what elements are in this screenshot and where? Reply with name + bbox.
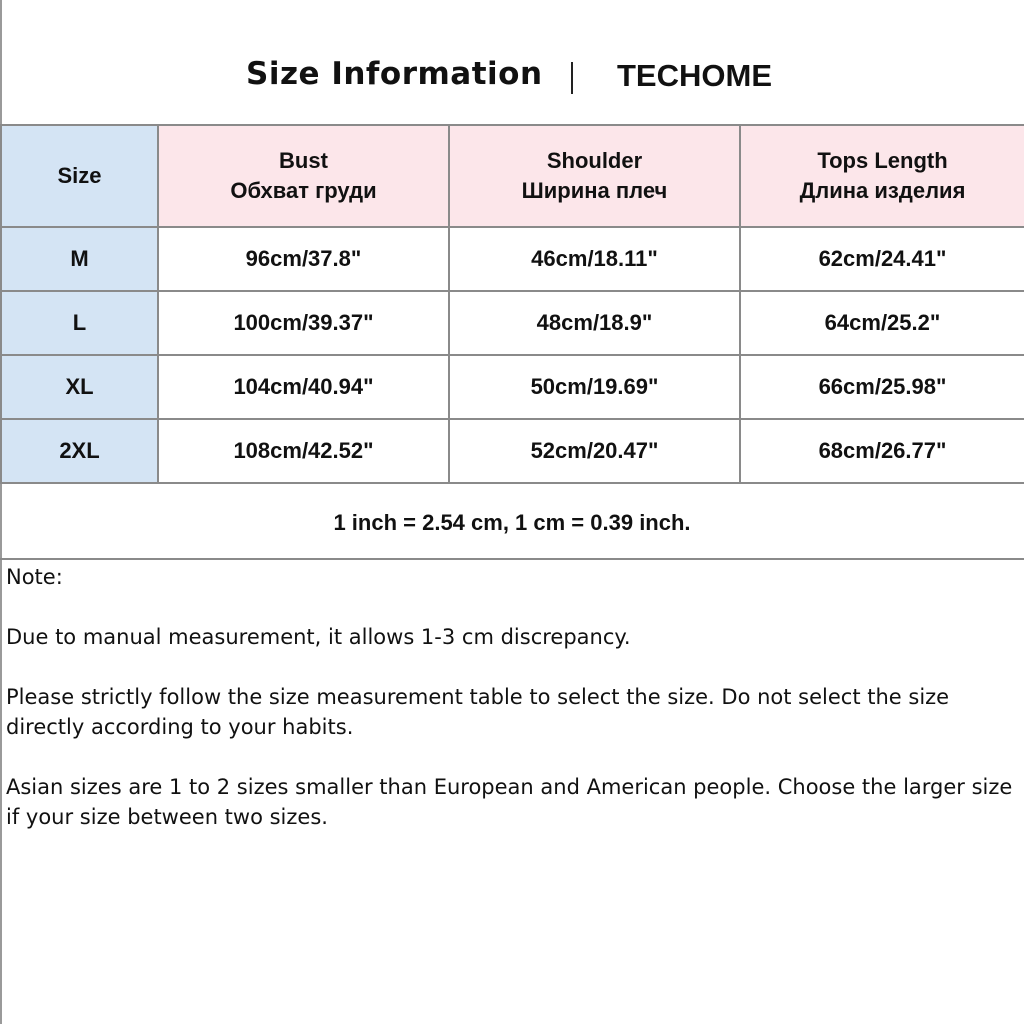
notes-section <box>6 562 1016 832</box>
table-row <box>1 419 1024 483</box>
length-cell: 62cm/24.41" <box>740 227 1024 291</box>
column-header-tops-length: Tops Length Длина изделия <box>740 125 1024 227</box>
table-row <box>1 355 1024 419</box>
table-header-row <box>1 125 1024 227</box>
length-cell: 64cm/25.2" <box>740 291 1024 355</box>
column-header-size: Size <box>1 125 158 227</box>
bust-cell: 104cm/40.94" <box>158 355 449 419</box>
shoulder-cell: 50cm/19.69" <box>449 355 740 419</box>
size-cell: M <box>1 227 158 291</box>
brand-name: TECHOME <box>617 58 772 93</box>
notes-label: Note: <box>6 565 63 589</box>
bust-cell: 100cm/39.37" <box>158 291 449 355</box>
length-cell: 68cm/26.77" <box>740 419 1024 483</box>
unit-conversion-note: 1 inch = 2.54 cm, 1 cm = 0.39 inch. <box>0 488 1024 560</box>
table-row <box>1 227 1024 291</box>
table-row <box>1 291 1024 355</box>
size-cell: L <box>1 291 158 355</box>
size-cell: XL <box>1 355 158 419</box>
shoulder-cell: 52cm/20.47" <box>449 419 740 483</box>
note-item: Asian sizes are 1 to 2 sizes smaller than European and American people. Choose the larger size if your size between two sizes. <box>6 775 1013 829</box>
size-table <box>0 124 1024 484</box>
shoulder-cell: 46cm/18.11" <box>449 227 740 291</box>
size-cell: 2XL <box>1 419 158 483</box>
note-item: Due to manual measurement, it allows 1-3 cm discrepancy. <box>6 625 631 649</box>
length-cell: 66cm/25.98" <box>740 355 1024 419</box>
bust-cell: 96cm/37.8" <box>158 227 449 291</box>
column-header-bust: Bust Обхват груди <box>158 125 449 227</box>
column-header-shoulder: Shoulder Ширина плеч <box>449 125 740 227</box>
note-item: Please strictly follow the size measurement table to select the size. Do not select the size directly according to your habits. <box>6 685 950 739</box>
title-separator <box>571 62 573 94</box>
shoulder-cell: 48cm/18.9" <box>449 291 740 355</box>
page-title: Size Information <box>246 56 543 92</box>
page-header <box>0 52 1024 104</box>
bust-cell: 108cm/42.52" <box>158 419 449 483</box>
